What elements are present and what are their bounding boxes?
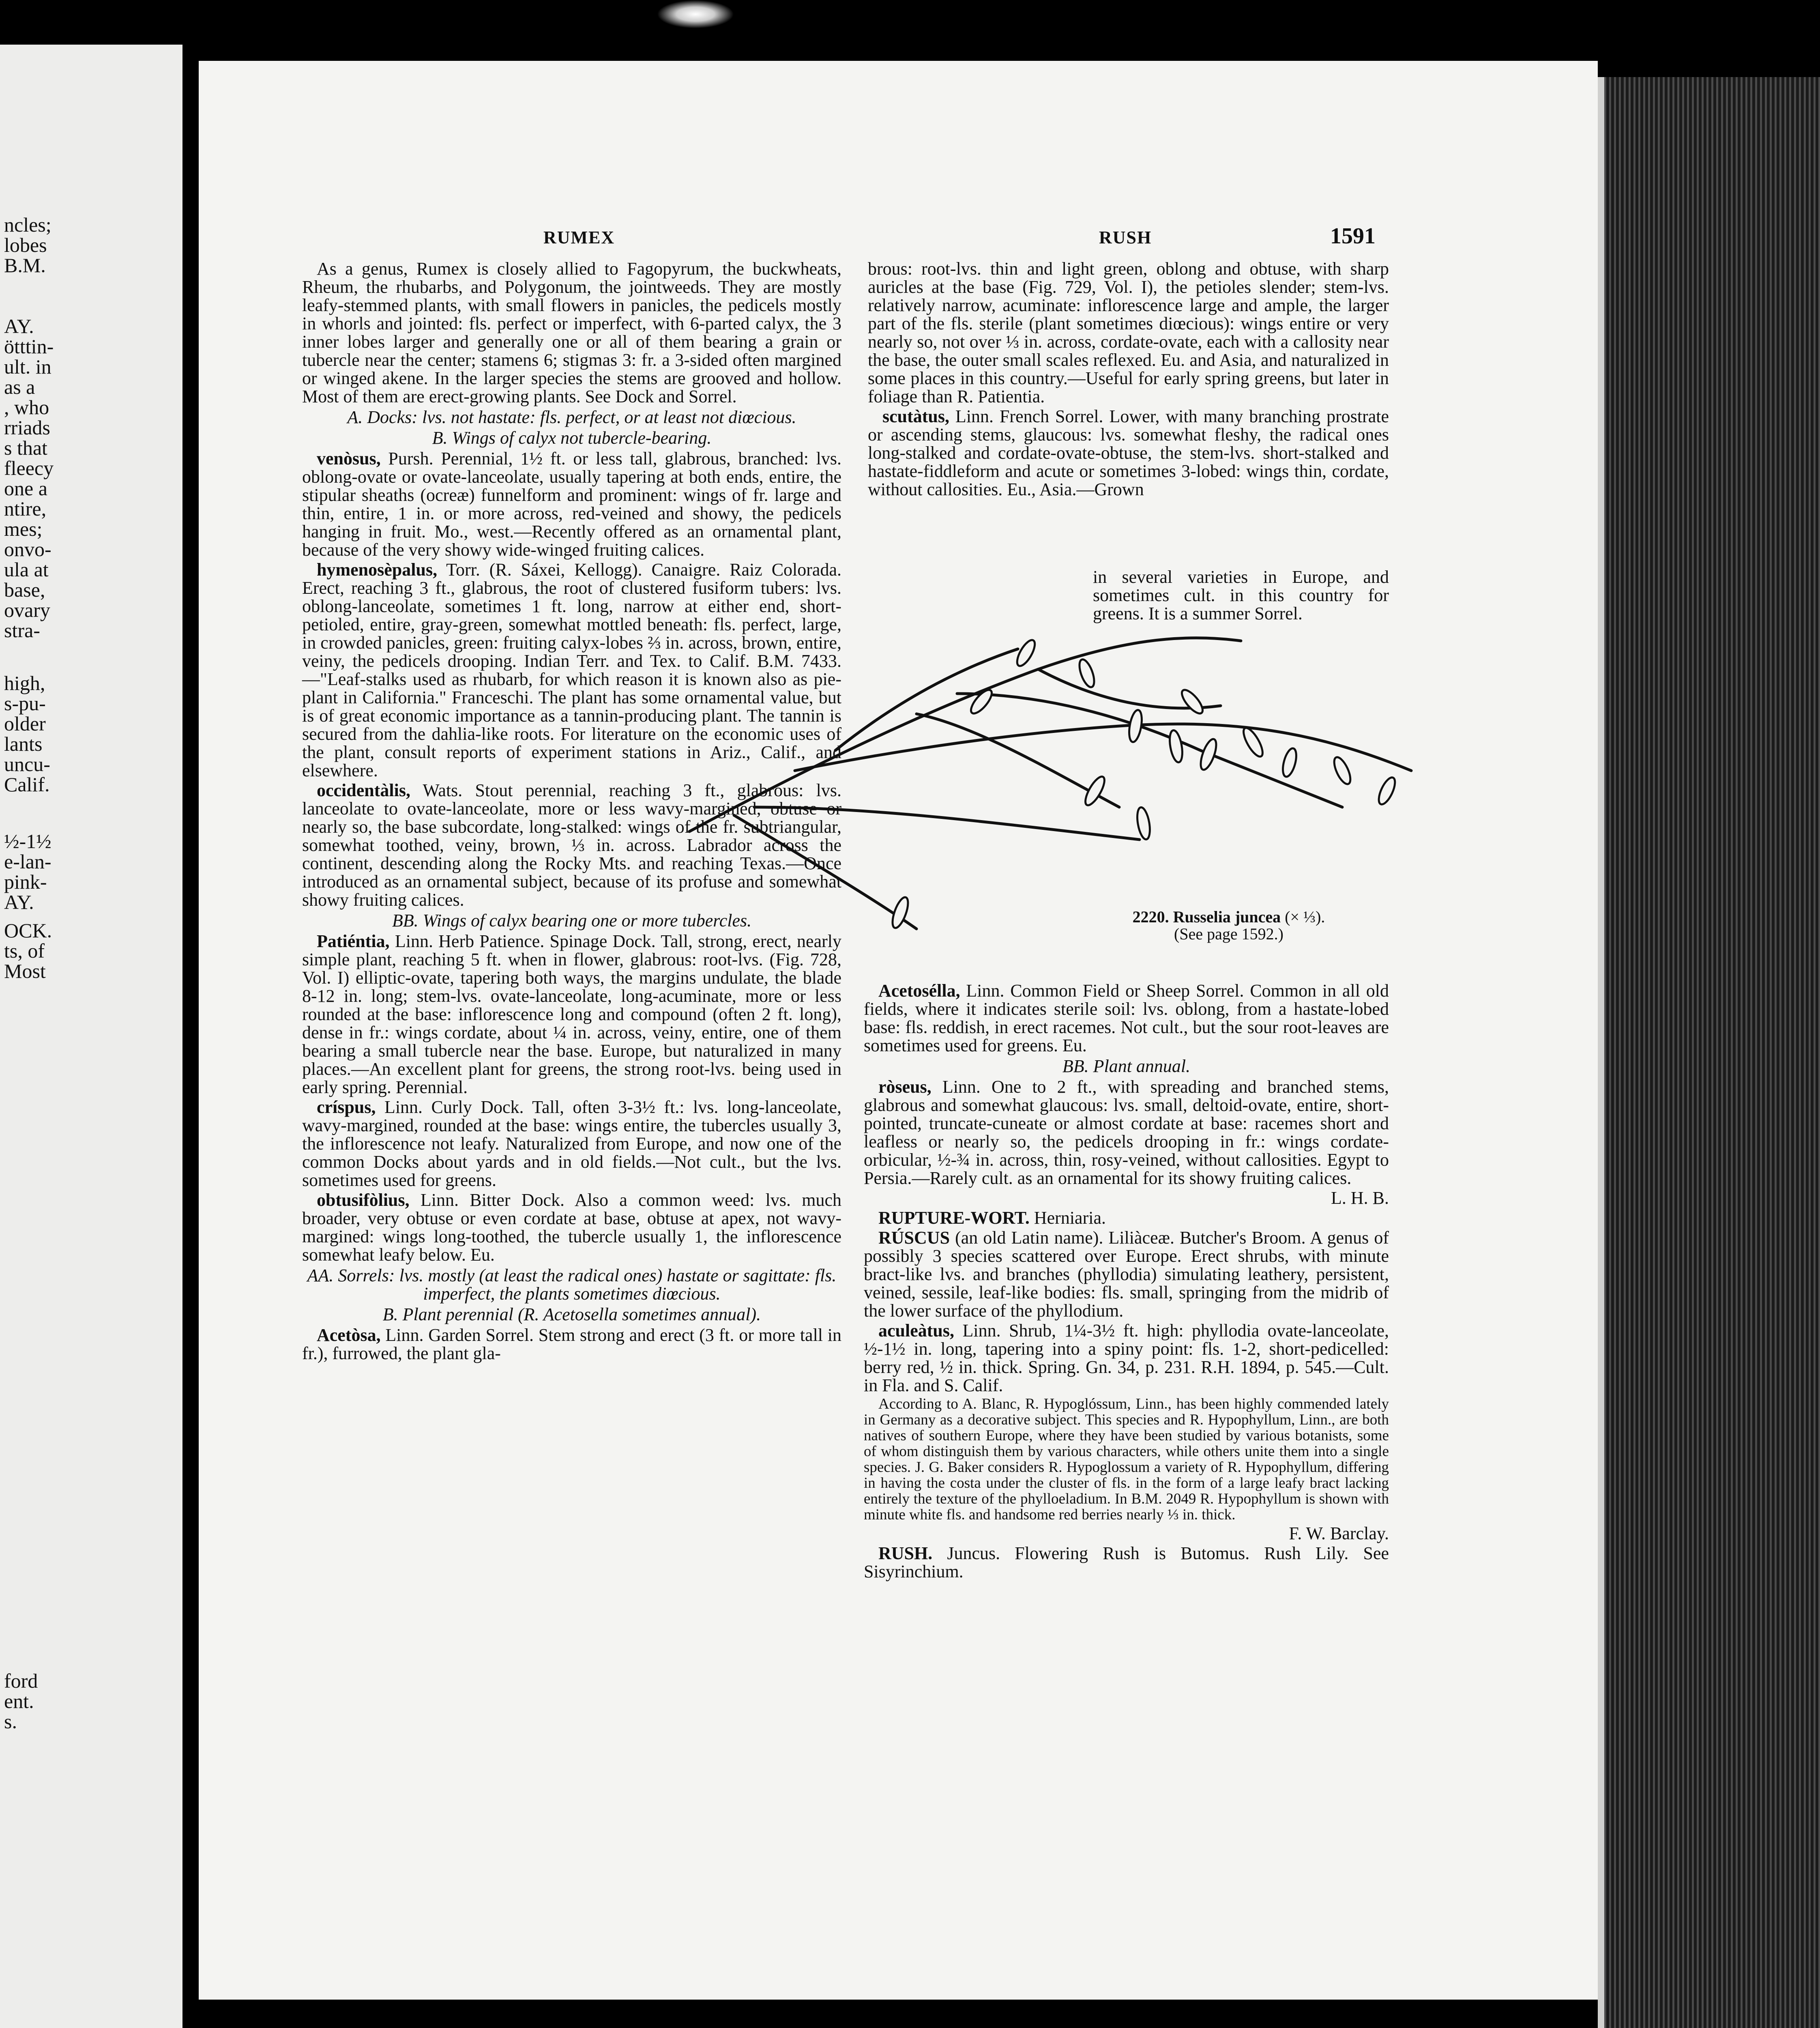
- running-head-right: RUSH: [1099, 228, 1152, 247]
- left-page-fragment: base,: [4, 578, 45, 601]
- entry-paragraph: [302, 932, 841, 1096]
- left-page-fragment: ovary: [4, 599, 50, 621]
- left-page-fragment: as a: [4, 376, 35, 398]
- entry-paragraph: [864, 1209, 1389, 1227]
- entry-paragraph: [864, 1544, 1389, 1581]
- left-page-fragment: e-lan-: [4, 850, 52, 873]
- left-page-fragment: B.M.: [4, 254, 46, 277]
- entry-text: Herniaria.: [1029, 1208, 1106, 1228]
- entry-name: Acetòsa,: [317, 1325, 381, 1345]
- left-page-fragment: Most: [4, 960, 46, 982]
- note-paragraph: [864, 1396, 1389, 1523]
- left-page-fragment: pink-: [4, 870, 47, 893]
- entry-text: F. W. Barclay.: [1289, 1523, 1389, 1543]
- figure-species: Russelia juncea: [1173, 908, 1281, 926]
- entry-paragraph: [302, 449, 841, 559]
- entry-text: Linn. Common Field or Sheep Sorrel. Common in all old fields, where it indicates sterile soil: lvs. oblong, from a hastate-lobed base: fls. reddish, in erect racemes. Not cult., but the sour root-leaves are sometimes used for greens. Eu.: [864, 981, 1389, 1055]
- entry-name: occidentàlis,: [317, 780, 410, 800]
- signature: [864, 1189, 1389, 1207]
- section-heading: [302, 1266, 841, 1303]
- left-page-fragment: Calif.: [4, 773, 50, 796]
- left-page-fragment: , who: [4, 396, 49, 419]
- left-page-fragment: ts, of: [4, 939, 45, 962]
- section-heading: [864, 1057, 1389, 1075]
- entry-text: Pursh. Perennial, 1½ ft. or less tall, glabrous, branched: lvs. oblong-ovate or ovate-lanceolate, usually tapering at both ends, entire, the stipular sheaths (ocreæ) funnelform and prominent: wings of fr. large and thin, entire, 1 in. or more across, red-veined and showy, the pedicels hanging in fruit. Mo., west.—Recently offered as an ornamental plant, because of the very showy wide-winged fruiting calices.: [302, 449, 841, 560]
- left-page-fragment: ½-1½: [4, 830, 52, 853]
- left-page-fragment: stra-: [4, 619, 40, 642]
- section-heading: [302, 408, 841, 426]
- entry-name: scutàtus,: [882, 406, 950, 426]
- entry-name: venòsus,: [317, 449, 381, 468]
- entry-paragraph: [868, 407, 1389, 498]
- left-page-fragment: lobes: [4, 234, 47, 256]
- left-page-fragment: uncu-: [4, 753, 50, 776]
- figure-scale: (× ⅓).: [1285, 908, 1325, 926]
- left-page-fragment: ntire,: [4, 497, 47, 520]
- entry-name: RUSH.: [878, 1543, 933, 1563]
- signature: [864, 1524, 1389, 1542]
- entry-name: ròseus,: [878, 1077, 931, 1097]
- entry-name: críspus,: [317, 1097, 376, 1117]
- entry-text: Linn. Bitter Dock. Also a common weed: lvs. much broader, very obtuse or even cordate at base, obtuse at apex, not wavy-margined: wings long-toothed, the tubercle usually 1, the inflorescence somewhat leafy below. Eu.: [302, 1190, 841, 1265]
- left-page-fragment: lants: [4, 733, 43, 755]
- entry-name: hymenosèpalus,: [317, 560, 438, 580]
- left-page-fragment: AY.: [4, 315, 34, 337]
- left-page-fragment: AY.: [4, 891, 34, 913]
- entry-paragraph: [864, 1321, 1389, 1394]
- left-page-fragment: s-pu-: [4, 692, 46, 715]
- section-heading: [302, 1305, 841, 1323]
- right-column-wrap: in several varieties in Europe, and sometimes cult. in this country for greens. It is a summer Sorrel.: [1093, 567, 1389, 623]
- left-page-fragment: ult. in: [4, 355, 52, 378]
- left-page-fragment: OCK.: [4, 919, 52, 942]
- left-page-fragment: s.: [4, 1710, 17, 1733]
- left-page-fragment: mes;: [4, 518, 43, 540]
- running-head-left: RUMEX: [543, 228, 615, 247]
- entry-text: brous: root-lvs. thin and light green, oblong and obtuse, with sharp auricles at the base (Fig. 729, Vol. I), the petioles slender; stem-lvs. relatively narrow, acuminate: inflorescence large and ample, the larger part of the fls. sterile (plant sometimes diœcious): wings entire or very nearly so, not over ⅓ in. across, cordate-ovate, each with a callosity near the base, the outer small scales reflexed. Eu. and Asia, and naturalized in some places in this country.—Useful for early spring greens, but later in foliage than R. Patientia.: [868, 259, 1389, 406]
- entry-text: Torr. (R. Sáxei, Kellogg). Canaigre. Raiz Colorada. Erect, reaching 3 ft., glabrous, the root of clustered fusiform tubers: lvs. oblong-lanceolate, sometimes 1 ft. long, narrow at either end, short-petioled, entire, gray-green, somewhat mottled beneath: fls. perfect, large, in crowded panicles, green: fruiting calyx-lobes ⅔ in. across, brown, entire, veiny, the pedicels drooping. Indian Terr. and Tex. to Calif. B.M. 7433.—"Leaf-stalks used as rhubarb, for which reason it is known also as pie-plant in California." Franceschi. The plant has some ornamental value, but is of great economic importance as a tannin-producing plant. The tannin is secured from the dahlia-like roots. For literature on the economic uses of the plant, consult reports of experiment stations in Ariz., Calif., and elsewhere.: [302, 560, 841, 780]
- entry-paragraph: [864, 982, 1389, 1055]
- entry-text: Juncus. Flowering Rush is Butomus. Rush Lily. See Sisyrinchium.: [864, 1543, 1389, 1581]
- left-page-edge: [0, 45, 182, 2028]
- entry-paragraph: [302, 260, 841, 406]
- entry-text: Linn. Curly Dock. Tall, often 3-3½ ft.: lvs. long-lanceolate, wavy-margined, rounded at the base: wings entire, the tubercles usually 3, the inflorescence not leafy. Naturalized from Europe, and now one of the common Docks about yards and in old fields.—Not cult., but the lvs. sometimes used for greens.: [302, 1097, 841, 1190]
- figure-russelia-juncea: [673, 580, 1432, 945]
- entry-text: Linn. Garden Sorrel. Stem strong and erect (3 ft. or more tall in fr.), furrowed, the plant gla-: [302, 1325, 841, 1363]
- entry-text: As a genus, Rumex is closely allied to Fagopyrum, the buckwheats, Rheum, the rhubarbs, and Polygonum, the jointweeds. They are mostly leafy-stemmed plants, with small flowers in panicles, the pedicels mostly in whorls and jointed: fls. perfect or imperfect, with 6-parted calyx, the 3 inner lobes larger and generally one or all of them bearing a grain or tubercle near the center; stamens 6; stigmas 3: fr. a 3-sided often margined or winged akene. In the larger species the stems are grooved and hollow. Most of them are erect-growing plants. See Dock and Sorrel.: [302, 259, 841, 406]
- left-page-fragment: onvo-: [4, 538, 52, 561]
- entry-text: BB. Plant annual.: [1062, 1056, 1191, 1076]
- entry-text: Linn. Herb Patience. Spinage Dock. Tall, strong, erect, nearly simple plant, reaching 5 ft. when in flower, glabrous: root-lvs. (Fig. 728, Vol. I) elliptic-ovate, tapering both ways, the margins undulate, the blade 8-12 in. long; stem-lvs. ovate-lanceolate, long-acuminate, more or less rounded at the base: inflorescence long and compound (often 2 ft. long), dense in fr.: wings cordate, about ¼ in. across, veiny, entire, one of them bearing a small tubercle near the base. Europe, but naturalized in many places.—An excellent plant for greens, the strong root-lvs. being used in early spring. Perennial.: [302, 931, 841, 1097]
- left-page-fragment: ncles;: [4, 213, 52, 236]
- right-column-bottom: [864, 982, 1389, 1582]
- entry-paragraph: [302, 1326, 841, 1362]
- entry-text: AA. Sorrels: lvs. mostly (at least the radical ones) hastate or sagittate: fls. imperfect, the plants sometimes diœcious.: [307, 1265, 837, 1304]
- entry-name: aculeàtus,: [878, 1321, 954, 1341]
- entry-name: RÚSCUS: [878, 1228, 950, 1248]
- figure-caption: [1087, 909, 1371, 943]
- entry-text: Linn. Shrub, 1¼-3½ ft. high: phyllodia ovate-lanceolate, ½-1½ in. long, tapering into a spiny point: fls. 1-2, short-pedicelled: berry red, ½ in. thick. Spring. Gn. 34, p. 231. R.H. 1894, p. 545.—Cult. in Fla. and S. Calif.: [864, 1321, 1389, 1395]
- left-page-fragment: older: [4, 712, 46, 735]
- figure-ref: (See page 1592.): [1174, 925, 1283, 943]
- left-page-fragment: ötttin-: [4, 335, 54, 358]
- entry-text: Linn. French Sorrel. Lower, with many branching prostrate or ascending stems, glaucous: lvs. somewhat fleshy, the radical ones long-stalked and cordate-ovate-obtuse, the stem-lvs. short-stalked and hastate-fiddleform and acute or sometimes 3-lobed: wings thin, cordate, without callosities. Eu., Asia.—Grown: [868, 406, 1389, 499]
- entry-paragraph: [864, 1229, 1389, 1320]
- entry-text: B. Wings of calyx not tubercle-bearing.: [432, 428, 712, 448]
- entry-text: According to A. Blanc, R. Hypoglóssum, Linn., has been highly commended lately in Germany as a decorative subject. This species and R. Hypophyllum, Linn., are both natives of southern Europe, where they have been studied by various botanists, some of whom distinguish them by various characters, while others unite them into a single species. J. G. Baker considers R. Hypoglossum a variety of R. Hypophyllum, differing in having the costa under the cluster of fls. in the form of a large leafy bract lacking entirely the texture of the phylloeladium. In B.M. 2049 R. Hypophyllum is shown with minute white fls. and handsome red berries nearly ⅓ in. thick.: [864, 1396, 1389, 1523]
- entry-text: BB. Wings of calyx bearing one or more tubercles.: [392, 911, 752, 930]
- entry-text: L. H. B.: [1331, 1188, 1389, 1208]
- entry-text: Wats. Stout perennial, reaching 3 ft., glabrous: lvs. lanceolate to ovate-lanceolate, more or less wavy-margined, obtuse or nearly so, the base subcordate, long-stalked: wings of the fr. subtriangular, somewhat toothed, veiny, brown, ⅓ in. across. Labrador across the continent, descending along the Rocky Mts. and reaching Texas.—Once introduced as an ornamental subject, because of its profuse and somewhat showy fruiting calices.: [302, 780, 841, 910]
- entry-paragraph: [864, 1078, 1389, 1187]
- left-page-fragment: one a: [4, 477, 47, 500]
- entry-text: (an old Latin name). Liliàceæ. Butcher's Broom. A genus of possibly 3 species scattered over Europe. Erect shrubs, with minute bract-like lvs. and branches (phyllodia) simulating leathery, persistent, veined, sessile, leaf-like bodies: fls. small, springing from the midrib of the lower surface of the phyllodium.: [864, 1228, 1389, 1321]
- page-number: 1591: [1330, 223, 1376, 249]
- entry-name: Patiéntia,: [317, 931, 390, 951]
- entry-paragraph: [302, 1098, 841, 1189]
- left-page-fragment: s that: [4, 436, 47, 459]
- entry-name: RUPTURE-WORT.: [878, 1208, 1030, 1228]
- section-heading: [302, 429, 841, 447]
- right-column-top: [868, 260, 1389, 500]
- entry-name: Acetosélla,: [878, 981, 960, 1001]
- left-page-fragment: ula at: [4, 558, 49, 581]
- left-page-fragment: high,: [4, 672, 45, 694]
- left-page-fragment: fleecy: [4, 457, 54, 479]
- camera-glare: [657, 0, 734, 28]
- entry-text: B. Plant perennial (R. Acetosella sometimes annual).: [382, 1304, 761, 1324]
- figure-number: 2220.: [1132, 908, 1169, 926]
- left-page-fragment: rriads: [4, 416, 50, 439]
- left-page-fragment: ford: [4, 1669, 38, 1692]
- entry-text: A. Docks: lvs. not hastate: fls. perfect, or at least not diœcious.: [347, 407, 796, 427]
- entry-text: Linn. One to 2 ft., with spreading and branched stems, glabrous and somewhat glaucous: lvs. small, deltoid-ovate, entire, short-pointed, truncate-cuneate or almost cordate at base: racemes short and leafless or nearly so, the pedicels drooping in fr.: wings cordate-orbicular, ½-¾ in. across, thin, rosy-veined, without callosities. Egypt to Persia.—Rarely cult. as an ornamental for its showy fruiting calices.: [864, 1077, 1389, 1188]
- left-page-fragment: ent.: [4, 1690, 34, 1712]
- page-edges: [1598, 77, 1820, 2028]
- entry-name: obtusifòlius,: [317, 1190, 410, 1210]
- entry-paragraph: [302, 1191, 841, 1264]
- entry-paragraph: [868, 260, 1389, 406]
